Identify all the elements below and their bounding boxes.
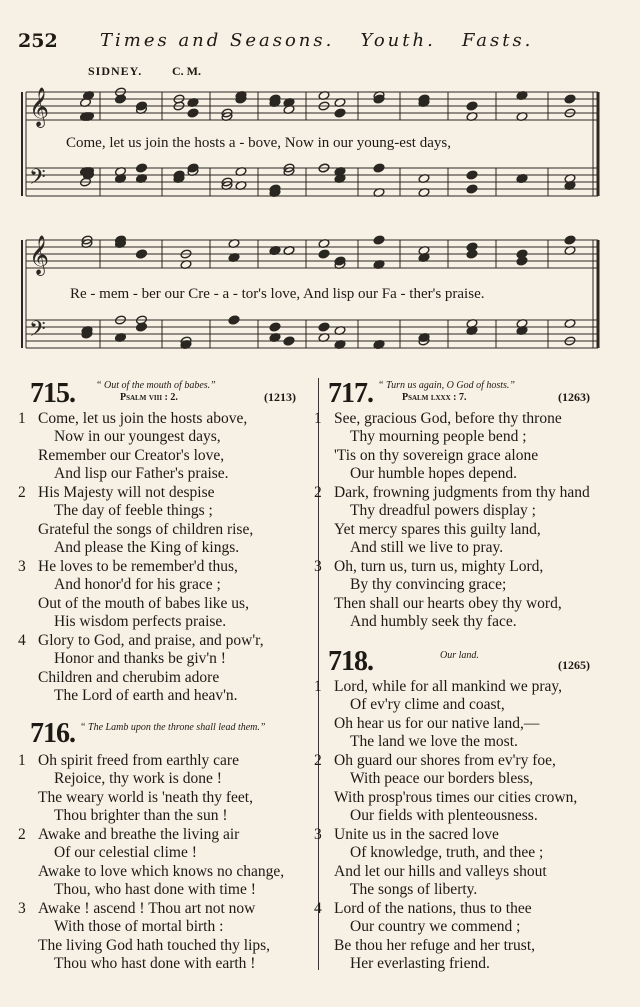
stanza [314,558,562,632]
svg-text:𝄢: 𝄢 [29,165,46,195]
hymn-number: 716. [30,718,75,749]
stanza [18,826,284,900]
stanza-line [314,937,535,955]
svg-text:𝄢: 𝄢 [29,317,46,347]
verse-text: Dark, frowning judgments from thy hand [334,484,590,501]
verse-text: Out of the mouth of babes like us, [38,594,249,612]
stanza-number: 3 [314,558,322,575]
stanza-line [18,752,253,770]
stanza-line [314,844,547,862]
tune-meter: C. M. [172,64,201,78]
stanza-line [314,807,577,825]
verse-text: Thou who hast done with earth ! [54,955,256,973]
verse-text: Now in our youngest days, [54,428,221,446]
verse-text: Thou brighter than the sun ! [54,807,228,825]
stanza-line [18,595,249,613]
lyrics-line-1: Come, let us join the hosts a - bove, Now in our young-est days, [66,135,451,151]
hymn-epigraph: “ Turn us again, O God of hosts.” [378,380,515,391]
hymn-715 [18,378,308,705]
stanza-line [314,447,562,465]
verse-text: Awake and breathe the living air [38,826,240,843]
verse-text: By thy convincing grace; [350,576,507,594]
stanza-number: 3 [18,900,26,917]
scripture-reference: Psalm lxxx : 7. [402,392,467,403]
hymn-716 [18,718,308,974]
verse-text: Our fields with plenteousness. [350,807,538,825]
stanza-line [18,918,270,936]
stanza-line [314,428,562,446]
stanza-line [314,770,577,788]
stanza [18,484,253,558]
stanza-line [18,521,253,539]
running-head: Times and Seasons. Youth. Fasts. [100,30,534,51]
verse-text: The day of feeble things ; [54,502,213,520]
stanza-line [18,410,247,428]
verse-text: 'Tis on thy sovereign grace alone [334,446,539,464]
music-score [0,80,640,365]
stanza-line [314,576,562,594]
stanza-number: 1 [314,410,322,427]
stanza [314,826,547,900]
stanza [314,900,535,974]
stanza [314,410,562,484]
stanza-line [314,521,590,539]
verse-text: Children and cherubim adore [38,668,220,686]
verse-text: Glory to God, and praise, and pow'r, [38,632,264,649]
verse-text: And please the King of kings. [54,539,240,557]
tune-name: SIDNEY. [88,64,143,78]
hymn-epigraph: “ Out of the mouth of babes.” [96,380,216,391]
stanza-line [314,595,562,613]
stanza [314,484,590,558]
stanza-number: 1 [18,410,26,427]
hymn-epigraph: Our land. [440,650,479,661]
verse-text: His Majesty will not despise [38,484,215,501]
stanza-line [18,687,264,705]
verse-text: Our country we commend ; [350,918,521,936]
verse-text: The Lord of earth and heav'n. [54,687,238,705]
stanza-number: 4 [18,632,26,649]
page-number: 252 [18,30,58,52]
stanza-number: 4 [314,900,322,917]
stanza-line [18,669,264,687]
verse-text: And honor'd for his grace ; [54,576,221,594]
verse-text: Grateful the songs of children rise, [38,520,254,538]
stanza-line [314,410,562,428]
stanza-line [18,558,249,576]
hymn-number: 717. [328,378,373,409]
svg-text:𝄞: 𝄞 [29,87,50,127]
stanza-line [18,844,284,862]
verse-text: The weary world is 'neath thy feet, [38,788,253,806]
verse-text: And humbly seek thy face. [350,613,517,631]
verse-text: With prosp'rous times our cities crown, [334,788,578,806]
verse-text: Her everlasting friend. [350,955,490,973]
verse-text: And still we live to pray. [350,539,504,557]
verse-text: And lisp our Father's praise. [54,465,229,483]
stanza-line [314,826,547,844]
verse-text: Oh guard our shores from ev'ry foe, [334,752,556,769]
stanza-line [18,881,284,899]
stanza-line [314,733,562,751]
hymn-718 [314,646,624,972]
stanza-line [18,576,249,594]
stanza [18,900,270,974]
svg-text:𝄞: 𝄞 [29,235,50,275]
stanza-line [18,955,270,973]
stanza-number: 2 [314,752,322,769]
stanza [314,752,577,826]
stanza-line [18,632,264,650]
stanza-line [314,900,535,918]
hymn-tune-id: (1213) [264,390,296,404]
verse-text: Of our celestial clime ! [54,844,197,862]
stanza-number: 1 [18,752,26,769]
stanza-line [314,715,562,733]
stanza-line [18,465,247,483]
stanza-line [314,558,562,576]
verse-text: Honor and thanks be giv'n ! [54,650,226,668]
page-header [18,30,622,56]
verse-text: Remember our Creator's love, [38,446,225,464]
verse-text: Awake ! ascend ! Thou art not now [38,900,256,917]
stanza-line [18,539,253,557]
verse-text: The songs of liberty. [350,881,478,899]
stanza [18,410,247,484]
verse-text: The land we love the most. [350,733,518,751]
stanza-line [314,539,590,557]
stanza-line [18,502,253,520]
verse-text: The living God hath touched thy lips, [38,936,271,954]
stanza-line [314,789,577,807]
verse-text: Of ev'ry clime and coast, [350,696,505,714]
verse-text: Thy mourning people bend ; [350,428,527,446]
verse-text: Unite us in the sacred love [334,826,499,843]
stanza-line [314,678,562,696]
stanza-line [314,613,562,631]
stanza-line [314,502,590,520]
verse-text: Then shall our hearts obey thy word, [334,594,562,612]
hymn-epigraph: “ The Lamb upon the throne shall lead them.” [80,722,266,733]
hymn-tune-id: (1265) [558,658,590,672]
hymn-717 [314,378,624,631]
stanza-line [18,428,247,446]
stanza-line [18,937,270,955]
verse-text: Our humble hopes depend. [350,465,518,483]
verse-text: His wisdom perfects praise. [54,613,227,631]
verse-text: And let our hills and valleys shout [334,862,547,880]
stanza-line [18,447,247,465]
verse-text: Of knowledge, truth, and thee ; [350,844,544,862]
verse-text: Yet mercy spares this guilty land, [334,520,541,538]
verse-text: Oh, turn us, turn us, mighty Lord, [334,558,544,575]
stanza-number: 2 [18,484,26,501]
verse-text: Lord of the nations, thus to thee [334,900,532,917]
stanza-line [18,770,253,788]
stanza-line [18,650,264,668]
verse-text: Thou, who hast done with time ! [54,881,256,899]
stanza-line [18,613,249,631]
verse-text: Oh hear us for our native land,— [334,714,540,732]
verse-text: He loves to be remember'd thus, [38,558,238,575]
stanza-line [18,484,253,502]
verse-text: Come, let us join the hosts above, [38,410,248,427]
stanza-number: 2 [314,484,322,501]
stanza-line [314,752,577,770]
verse-text: Oh spirit freed from earthly care [38,752,239,769]
stanza-line [314,696,562,714]
stanza [314,678,562,752]
verse-text: Be thou her refuge and her trust, [334,936,536,954]
stanza-line [314,881,547,899]
stanza [18,558,249,632]
verse-text: With peace our borders bless, [350,770,534,788]
scripture-reference: Psalm viii : 2. [120,392,178,403]
stanza-line [314,465,562,483]
stanza-number: 3 [18,558,26,575]
stanza-line [18,807,253,825]
verse-text: With those of mortal birth : [54,918,224,936]
stanza-line [314,955,535,973]
verse-text: Rejoice, thy work is done ! [54,770,222,788]
verse-text: Thy dreadful powers display ; [350,502,536,520]
stanza-number: 3 [314,826,322,843]
verse-text: Awake to love which knows no change, [38,862,285,880]
stanza-line [314,918,535,936]
hymn-number: 718. [328,646,373,677]
stanza-line [314,863,547,881]
hymn-number: 715. [30,378,75,409]
stanza [18,752,253,826]
hymn-tune-id: (1263) [558,390,590,404]
stanza [18,632,264,706]
lyrics-line-2: Re - mem - ber our Cre - a - tor's love, And lisp our Fa - ther's praise. [70,286,485,302]
stanza-line [18,789,253,807]
stanza-number: 2 [18,826,26,843]
verse-text: Lord, while for all mankind we pray, [334,678,562,695]
stanza-line [18,900,270,918]
verse-text: See, gracious God, before thy throne [334,410,562,427]
stanza-line [314,484,590,502]
stanza-line [18,826,284,844]
stanza-line [18,863,284,881]
stanza-number: 1 [314,678,322,695]
